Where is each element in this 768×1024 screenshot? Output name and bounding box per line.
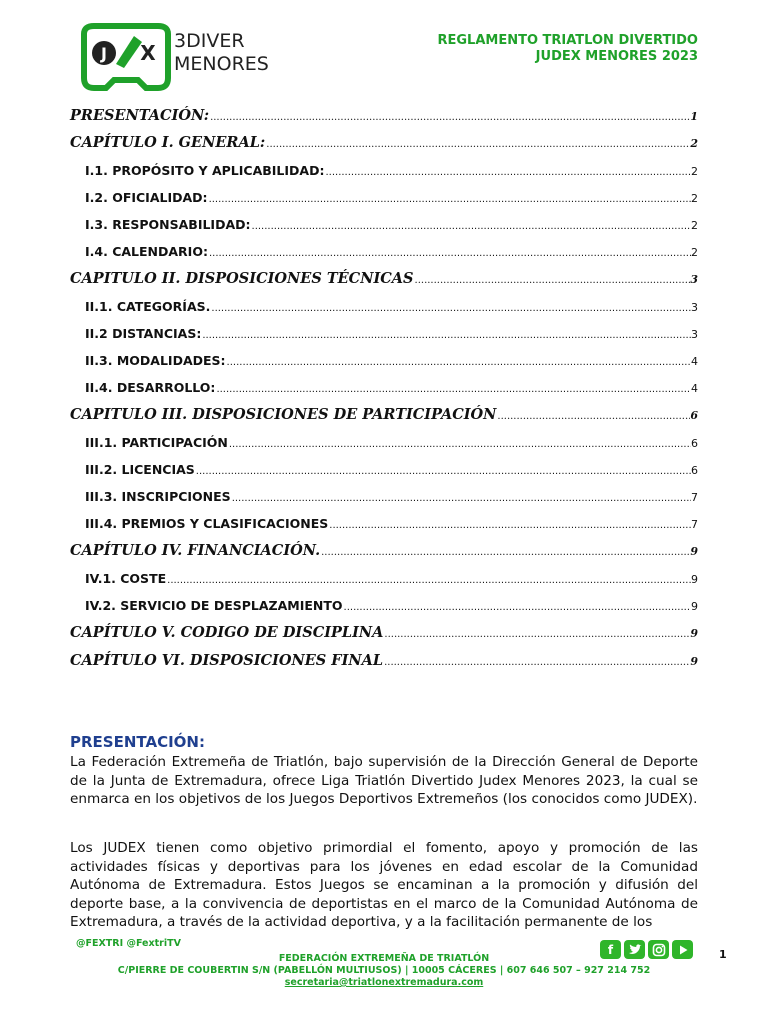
toc-page: 3 xyxy=(691,301,698,314)
toc-leader xyxy=(251,221,691,232)
toc-page: 2 xyxy=(691,165,698,178)
toc-page: 2 xyxy=(691,192,698,205)
toc-page: 3 xyxy=(691,328,698,341)
toc-entry[interactable] xyxy=(85,299,698,314)
toc-label: CAPÍTULO IV. FINANCIACIÓN. xyxy=(70,542,321,559)
toc-label: III.3. INSCRIPCIONES xyxy=(85,489,231,504)
footer-address: C/PIERRE DE COUBERTIN S/N (PABELLÓN MULTIUSOS) | 10005 CÁCERES | 607 646 507 – 927 214 752 xyxy=(117,965,651,976)
toc-label: II.3. MODALIDADES: xyxy=(85,353,226,368)
toc-label: II.2 DISTANCIAS: xyxy=(85,326,202,341)
facebook-icon[interactable]: f xyxy=(600,940,621,959)
toc-leader xyxy=(320,547,690,558)
toc-entry[interactable] xyxy=(85,516,698,531)
toc-leader xyxy=(226,357,691,368)
toc-leader xyxy=(208,248,691,259)
toc-entry[interactable] xyxy=(85,489,698,504)
toc-label: CAPITULO III. DISPOSICIONES DE PARTICIPACIÓN xyxy=(70,406,497,423)
header-title-line1: REGLAMENTO TRIATLON DIVERTIDO xyxy=(437,33,698,48)
toc-page: 9 xyxy=(690,627,698,640)
logo-letter-j: J xyxy=(101,44,107,63)
toc-leader xyxy=(201,330,691,341)
logo-letter-x: X xyxy=(140,41,156,65)
logo-text-line2: MENORES xyxy=(174,53,269,75)
toc-page: 9 xyxy=(690,545,698,558)
toc-entry[interactable] xyxy=(70,624,698,641)
toc-label: III.1. PARTICIPACIÓN xyxy=(85,435,228,450)
toc-entry[interactable] xyxy=(70,107,698,124)
toc-page: 9 xyxy=(691,573,698,586)
toc-leader xyxy=(496,411,690,422)
toc-entry[interactable] xyxy=(85,163,698,178)
toc-leader xyxy=(231,493,691,504)
toc-label: IV.2. SERVICIO DE DESPLAZAMIENTO xyxy=(85,598,343,613)
header-title-line2: JUDEX MENORES 2023 xyxy=(535,49,698,64)
toc-entry[interactable] xyxy=(70,134,698,151)
toc-leader xyxy=(209,112,690,123)
toc-entry[interactable] xyxy=(85,244,698,259)
toc-entry[interactable] xyxy=(85,326,698,341)
toc-label: I.4. CALENDARIO: xyxy=(85,244,208,259)
footer-social-handles: @FEXTRI @FextriTV xyxy=(76,938,181,949)
toc-label: I.1. PROPÓSITO Y APLICABILIDAD: xyxy=(85,163,325,178)
toc-leader xyxy=(383,629,690,640)
toc-page: 7 xyxy=(691,518,698,531)
toc-page: 3 xyxy=(690,273,698,286)
toc-page: 6 xyxy=(690,409,698,422)
toc-leader xyxy=(324,167,691,178)
toc-leader xyxy=(228,439,691,450)
toc-leader xyxy=(208,194,691,205)
toc-leader xyxy=(265,139,690,150)
body-paragraph-2: Los JUDEX tienen como objetivo primordial el fomento, apoyo y promoción de las actividades físicas y deportivas para los jóvenes en edad escolar de la Comunidad Autónoma de Extremadura. Estos Juegos se encaminan a la promoción y difusión del deporte base, a la convivencia de deportistas en el marco de la Comunidad Autónoma de Extremadura, a través de la actividad deportiva, y a la facilitación permanente de los xyxy=(70,840,698,931)
toc-label: CAPITULO II. DISPOSICIONES TÉCNICAS xyxy=(70,270,414,287)
toc-page: 7 xyxy=(691,491,698,504)
toc-entry[interactable] xyxy=(85,217,698,232)
toc-leader xyxy=(195,466,691,477)
toc-leader xyxy=(166,575,691,586)
logo-text-line1: 3DIVER xyxy=(174,30,245,52)
toc-page: 2 xyxy=(691,246,698,259)
toc-page: 2 xyxy=(690,137,698,150)
toc-entry[interactable] xyxy=(70,270,698,287)
toc-page: 4 xyxy=(691,382,698,395)
toc-label: I.2. OFICIALIDAD: xyxy=(85,190,208,205)
toc-label: PRESENTACIÓN: xyxy=(70,107,210,124)
toc-label: CAPÍTULO I. GENERAL: xyxy=(70,134,266,151)
toc-entry[interactable] xyxy=(85,353,698,368)
toc-leader xyxy=(383,657,690,668)
document-header-title xyxy=(437,33,698,65)
toc-page: 6 xyxy=(691,437,698,450)
logo-slash xyxy=(116,36,142,68)
section-heading-presentacion: PRESENTACIÓN: xyxy=(70,733,205,751)
toc-label: II.4. DESARROLLO: xyxy=(85,380,216,395)
page-number: 1 xyxy=(719,948,727,961)
toc-entry[interactable] xyxy=(85,571,698,586)
toc-entry[interactable] xyxy=(70,652,698,669)
toc-entry[interactable] xyxy=(85,435,698,450)
toc-entry[interactable] xyxy=(85,380,698,395)
toc-page: 6 xyxy=(691,464,698,477)
toc-label: III.2. LICENCIAS xyxy=(85,462,195,477)
toc-leader xyxy=(328,520,691,531)
toc-leader xyxy=(343,602,691,613)
toc-entry[interactable] xyxy=(85,462,698,477)
toc-entry[interactable] xyxy=(85,598,698,613)
toc-page: 9 xyxy=(691,600,698,613)
toc-leader xyxy=(210,303,691,314)
toc-label: I.3. RESPONSABILIDAD: xyxy=(85,217,251,232)
body-paragraph-1: La Federación Extremeña de Triatlón, bajo supervisión de la Dirección General de Deporte de la Junta de Extremadura, ofrece Liga Triatlón Divertido Judex Menores 2023, la cual se enmarca en los objetivos de los Juegos Deportivos Extremeños (los conocidos como JUDEX). xyxy=(70,754,698,808)
toc-label: III.4. PREMIOS Y CLASIFICACIONES xyxy=(85,516,329,531)
toc-page: 4 xyxy=(691,355,698,368)
toc-page: 9 xyxy=(690,655,698,668)
toc-label: CAPÍTULO V. CODIGO DE DISCIPLINA xyxy=(70,624,384,641)
toc-page: 2 xyxy=(691,219,698,232)
toc-label: CAPÍTULO VI. DISPOSICIONES FINAL xyxy=(70,652,384,669)
footer-organization: FEDERACIÓN EXTREMEÑA DE TRIATLÓN xyxy=(278,953,490,964)
toc-leader xyxy=(215,384,691,395)
footer-email-link[interactable]: secretaria@triatlonextremadura.com xyxy=(284,977,484,988)
toc-label: IV.1. COSTE xyxy=(85,571,167,586)
toc-page: 1 xyxy=(690,110,698,123)
judex-logo xyxy=(76,22,276,92)
toc-entry[interactable] xyxy=(70,542,698,559)
toc-leader xyxy=(414,275,691,286)
toc-entry[interactable] xyxy=(85,190,698,205)
toc-entry[interactable] xyxy=(70,406,698,423)
toc-label: II.1. CATEGORÍAS. xyxy=(85,299,211,314)
